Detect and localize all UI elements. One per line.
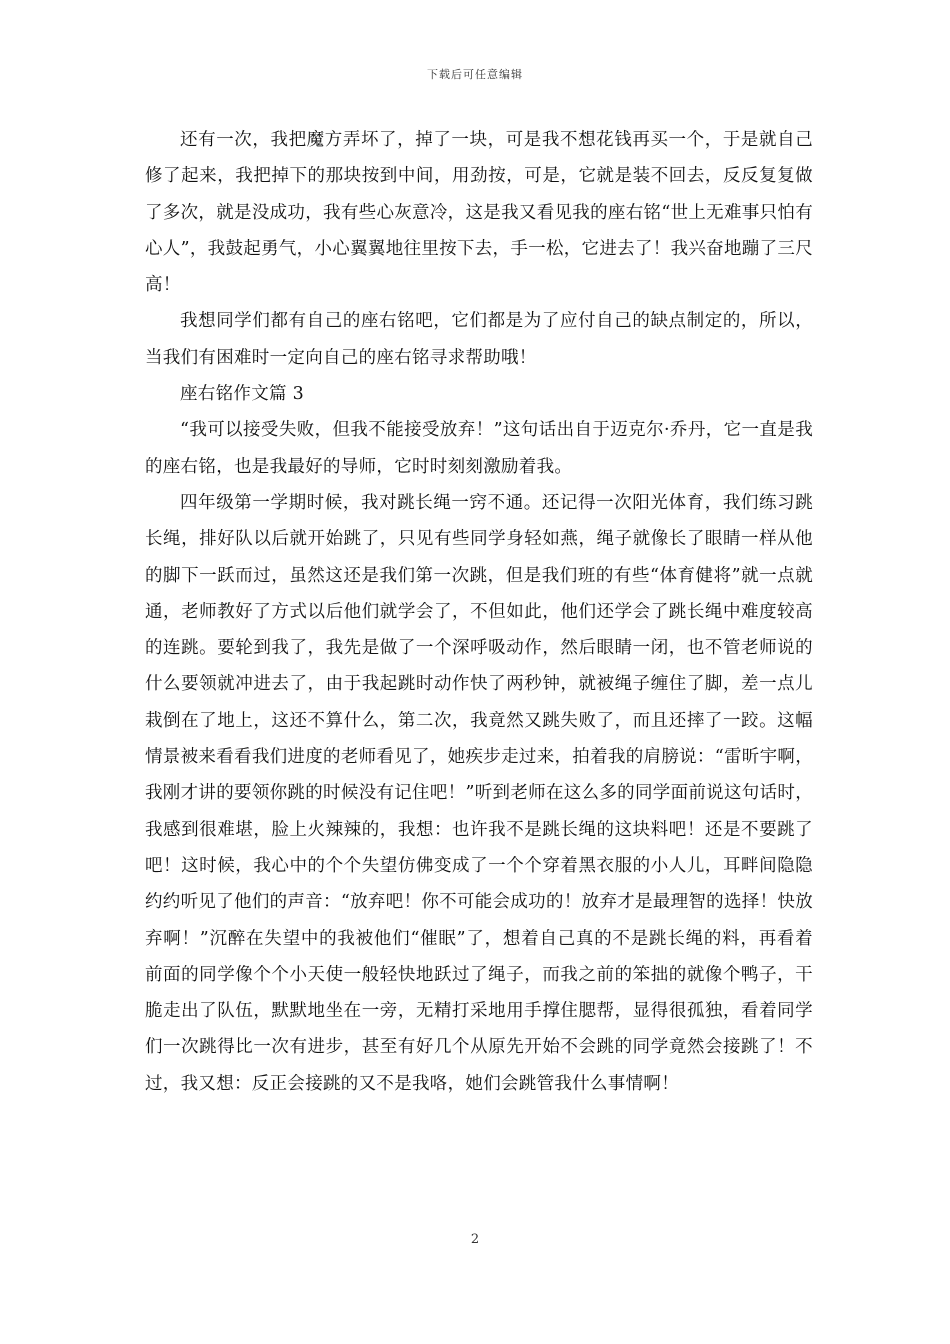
section-title: 座右铭作文篇 3 [180,384,305,405]
paragraph-rubiks-cube: 还有一次，我把魔方弄坏了，掉了一块，可是我不想花钱再买一个，于是就自己修了起来，我把掉下的那块按到中间，用劲按，可是，它就是装不回去，反反复复做了多次，就是没成功，我有些心灰意冷，这是我又看见我的座右铭“世上无难事只怕有心人”，我鼓起勇气，小心翼翼地往里按下去，手一松，它进去了！我兴奋地蹦了三尺高！ [145,130,813,296]
document-body [145,122,813,1102]
page-header: 下载后可任意编辑 [427,68,523,81]
paragraph-jordan-quote: “我可以接受失败，但我不能接受放弃！”这句话出自于迈克尔·乔丹，它一直是我的座右铭，也是我最好的导师，它时时刻刻激励着我。 [145,420,813,477]
paragraph-motto-help: 我想同学们都有自己的座右铭吧，它们都是为了应付自己的缺点制定的，所以，当我们有困难时一定向自己的座右铭寻求帮助哦！ [145,311,813,368]
page-number: 2 [470,1232,480,1247]
paragraph-jump-rope: 四年级第一学期时候，我对跳长绳一窍不通。还记得一次阳光体育，我们练习跳长绳，排好队以后就开始跳了，只见有些同学身轻如燕，绳子就像长了眼睛一样从他的脚下一跃而过，虽然这还是我们第一次跳，但是我们班的有些“体育健将”就一点就通，老师教好了方式以后他们就学会了，不但如此，他们还学会了跳长绳中难度较高的连跳。要轮到我了，我先是做了一个深呼吸动作，然后眼睛一闭，也不管老师说的什么要领就冲进去了，由于我起跳时动作快了两秒钟，就被绳子缠住了脚，差一点儿栽倒在了地上，这还不算什么，第二次，我竟然又跳失败了，而且还摔了一跤。这幅情景被来看看我们进度的老师看见了，她疾步走过来，拍着我的肩膀说：“雷昕宇啊，我刚才讲的要领你跳的时候没有记住吧！”听到老师在这么多的同学面前说这句话时，我感到很难堪，脸上火辣辣的，我想：也许我不是跳长绳的这块料吧！还是不要跳了吧！这时候，我心中的个个失望仿佛变成了一个个穿着黑衣服的小人儿，耳畔间隐隐约约听见了他们的声音：“放弃吧！你不可能会成功的！放弃才是最理智的选择！快放弃啊！”沉醉在失望中的我被他们“催眠”了，想着自己真的不是跳长绳的料，再看着前面的同学像个个小天使一般轻快地跃过了绳子，而我之前的笨拙的就像个鸭子，干脆走出了队伍，默默地坐在一旁，无精打采地用手撑住腮帮，显得很孤独，看着同学们一次跳得比一次有进步，甚至有好几个从原先开始不会跳的同学竟然会接跳了！不过，我又想：反正会接跳的又不是我咯，她们会跳管我什么事情啊！ [145,492,813,1094]
